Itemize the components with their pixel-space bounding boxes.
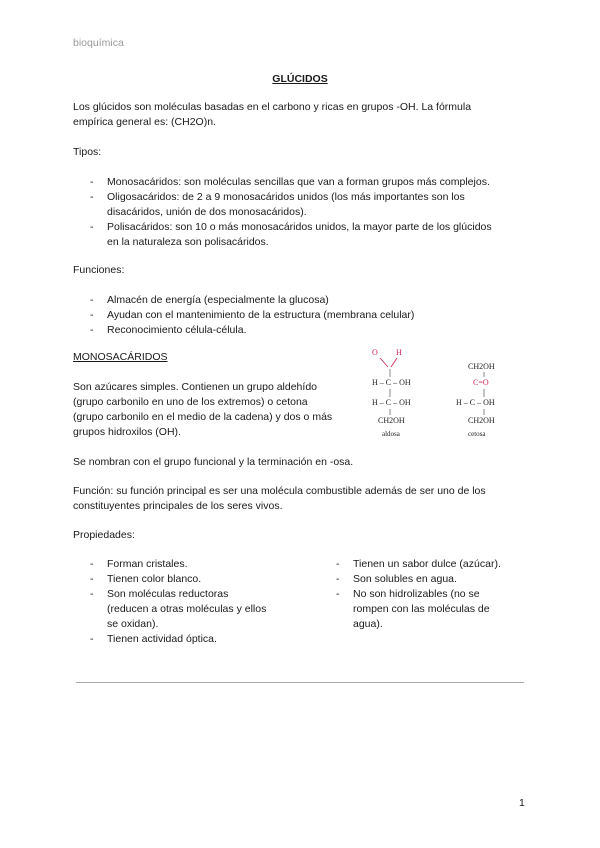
list-item: - Reconocimiento célula-célula.: [90, 323, 530, 338]
list-item-text: (reducen a otras moléculas y ellos: [107, 603, 267, 615]
intro-line: Los glúcidos son moléculas basadas en el carbono y ricas en grupos -OH. La fórmula: [73, 101, 472, 113]
ketose-row: H – C – OH: [456, 398, 495, 407]
properties-heading: Propiedades:: [73, 529, 135, 541]
aldose-row: H – C – OH: [372, 398, 411, 407]
description-line: Son azúcares simples. Contienen un grupo aldehído: [73, 381, 317, 393]
list-item: [90, 632, 320, 647]
list-item: [90, 587, 320, 632]
list-item-text: - Oligosacáridos: de 2 a 9 monosacáridos unidos (los más importantes son los: [107, 191, 465, 203]
description-line: (grupo carbonilo en el medio de la cadena) y dos o más: [73, 411, 333, 423]
list-item: [90, 190, 530, 220]
functions-heading: Funciones:: [73, 264, 125, 276]
list-item: [90, 557, 320, 572]
list-item-text: agua).: [353, 618, 383, 630]
list-item-text: en la naturaleza son polisacáridos.: [107, 236, 269, 248]
list-item: [336, 587, 536, 632]
document-header: bioquímica: [73, 37, 124, 49]
intro-line: empírica general es: (CH2O)n.: [73, 116, 216, 128]
list-item-text: - Tienen color blanco.: [107, 573, 202, 585]
list-item-text: - No son hidrolizables (no se: [353, 588, 480, 600]
aldose-oxygen: O: [372, 348, 378, 357]
list-item-text: - Son moléculas reductoras: [107, 588, 229, 600]
ketose-bottom: CH2OH: [468, 416, 495, 425]
description-line: (grupo carbonilo en uno de los extremos) o cetona: [73, 396, 308, 408]
list-item: [336, 557, 536, 572]
properties-right-list: [336, 557, 536, 632]
function-line: Función: su función principal es ser una molécula combustible además de ser uno de los: [73, 485, 486, 497]
list-item-text: - Son solubles en agua.: [353, 573, 457, 585]
list-item: [336, 572, 536, 587]
list-item-text: se oxidan).: [107, 618, 159, 630]
aldose-bottom: CH2OH: [378, 416, 405, 425]
list-item: [90, 220, 530, 250]
list-item: [90, 175, 530, 190]
list-item-text: - Polisacáridos: son 10 o más monosacáridos unidos, la mayor parte de los glúcidos: [107, 221, 492, 233]
ketose-top: CH2OH: [468, 362, 495, 371]
function-line: constituyentes principales de los seres vivos.: [73, 500, 283, 512]
aldose-caption: aldosa: [382, 430, 400, 438]
list-item-text: - Tienen actividad óptica.: [107, 633, 217, 645]
list-item: [90, 572, 320, 587]
page-title: GLÚCIDOS: [272, 73, 328, 85]
list-item-text: rompen con las moléculas de: [353, 603, 490, 615]
function-paragraph: [73, 484, 486, 514]
types-heading: Tipos:: [73, 146, 102, 158]
monosaccharides-heading: MONOSACÁRIDOS: [73, 351, 168, 363]
list-item-text: - Forman cristales.: [107, 558, 188, 570]
list-item-text: - Monosacáridos: son moléculas sencillas que van a forman grupos más complejos.: [107, 176, 490, 188]
list-item: - Almacén de energía (especialmente la glucosa): [90, 293, 530, 308]
aldose-row: H – C – OH: [372, 378, 411, 387]
intro-paragraph: [73, 100, 471, 130]
functions-list: [90, 293, 530, 338]
list-item: - Ayudan con el mantenimiento de la estructura (membrana celular): [90, 308, 530, 323]
naming-paragraph: Se nombran con el grupo funcional y la terminación en -osa.: [73, 456, 354, 468]
ketose-carbonyl: C=O: [473, 378, 489, 387]
monosaccharides-description: [73, 380, 332, 440]
aldose-ketose-figure: [360, 345, 530, 440]
aldose-hydrogen: H: [396, 348, 402, 357]
properties-left-list: [90, 557, 320, 647]
footer-divider: [76, 682, 524, 683]
description-line: grupos hidroxilos (OH).: [73, 426, 181, 438]
ketose-caption: cetosa: [468, 430, 486, 438]
types-list: [90, 175, 530, 250]
page-number: 1: [519, 797, 525, 809]
list-item-text: - Tienen un sabor dulce (azúcar).: [353, 558, 501, 570]
list-item-text: disacáridos, unión de dos monosacáridos).: [107, 206, 307, 218]
